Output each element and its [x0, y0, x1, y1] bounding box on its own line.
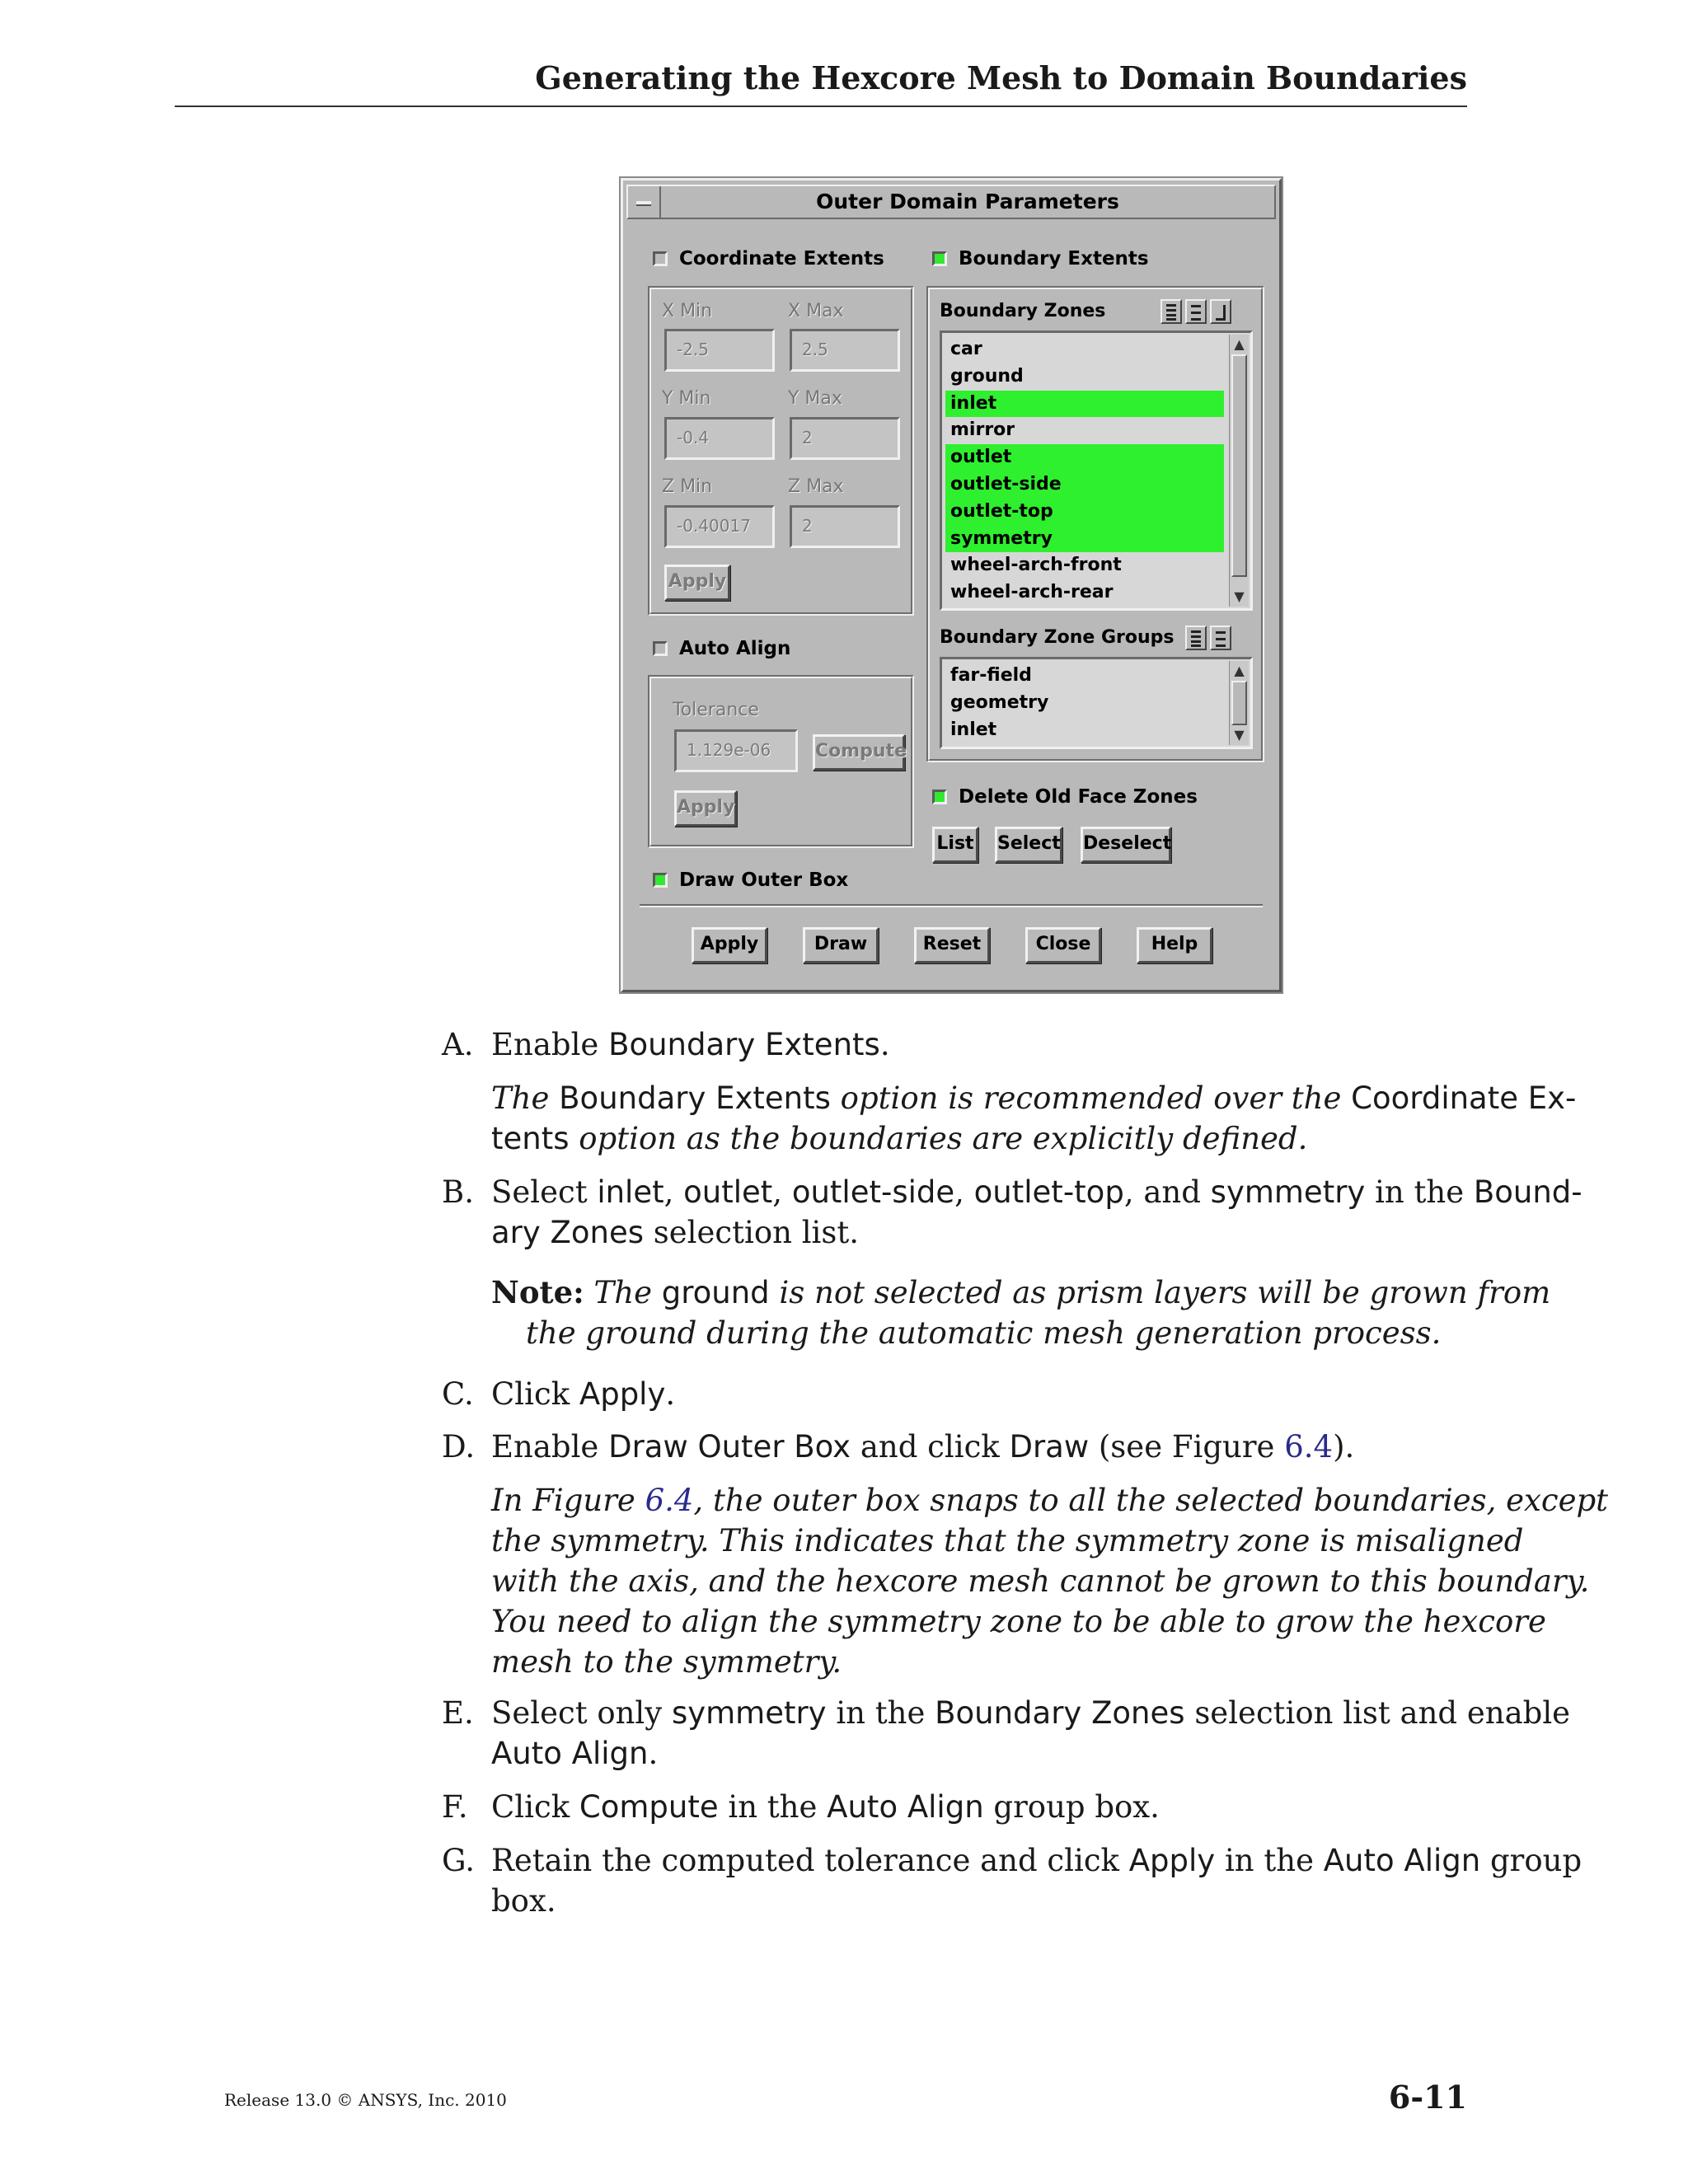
step-e-line2: Auto Align.: [491, 1736, 659, 1771]
select-button[interactable]: Select: [995, 827, 1062, 863]
step-letter: D.: [442, 1429, 476, 1465]
zmax-label: Z Max: [788, 476, 844, 497]
step-c-text: Click Apply.: [491, 1376, 676, 1412]
deselect-all-icon[interactable]: [1185, 299, 1207, 324]
checkbox-box: [932, 251, 947, 266]
step-a-text: Enable Boundary Extents.: [491, 1027, 890, 1062]
boundary-zones-list[interactable]: [940, 330, 1253, 611]
auto-align-label: Auto Align: [679, 638, 791, 659]
select-all-icon[interactable]: [1160, 299, 1182, 324]
tolerance-field[interactable]: 1.129e-06: [674, 729, 798, 772]
step-letter: E.: [442, 1695, 474, 1731]
boundary-zone-groups-label: Boundary Zone Groups: [940, 627, 1175, 648]
boundary-zones-label: Boundary Zones: [940, 301, 1106, 321]
coordinate-extents-checkbox[interactable]: [653, 248, 884, 269]
boundary-zone-groups-scrollbar[interactable]: [1229, 661, 1249, 745]
auto-align-checkbox[interactable]: [653, 638, 790, 659]
step-e-line1: Select only symmetry in the Boundary Zones selection list and enable: [491, 1695, 1571, 1731]
step-f-text: Click Compute in the Auto Align group box.: [491, 1789, 1160, 1825]
boundary-zone-item[interactable]: inlet: [945, 391, 1224, 418]
boundary-zone-item[interactable]: wheel-arch-front: [950, 555, 1122, 576]
close-button[interactable]: Close: [1025, 927, 1101, 963]
step-b-line2: ary Zones selection list.: [491, 1215, 859, 1250]
delete-old-face-zones-label: Delete Old Face Zones: [959, 786, 1198, 808]
header-rule: [175, 105, 1467, 107]
tolerance-label: Tolerance: [673, 700, 759, 720]
step-a-note-line2: tents option as the boundaries are explicitly defined.: [491, 1121, 1308, 1156]
step-b-line1: Select inlet, outlet, outlet-side, outlet-top, and symmetry in the Bound-: [491, 1174, 1582, 1210]
boundary-extents-checkbox[interactable]: [932, 248, 1149, 269]
boundary-zone-item[interactable]: outlet-top: [945, 499, 1224, 526]
checkbox-box: [932, 790, 947, 804]
zmin-field[interactable]: -0.40017: [664, 505, 775, 548]
ymax-field[interactable]: 2: [790, 417, 900, 460]
step-d-note-line1: In Figure 6.4, the outer box snaps to all the selected boundaries, except: [491, 1483, 1609, 1518]
boundary-zone-group-item[interactable]: inlet: [950, 719, 997, 740]
draw-button[interactable]: Draw: [803, 927, 879, 963]
xmax-field[interactable]: 2.5: [790, 329, 900, 372]
step-d-note-line2: the symmetry. This indicates that the symmetry zone is misaligned: [491, 1523, 1524, 1558]
boundary-zone-groups-list[interactable]: [940, 657, 1253, 749]
boundary-extents-label: Boundary Extents: [959, 248, 1149, 269]
boundary-zone-item[interactable]: outlet-side: [945, 471, 1224, 499]
reset-button[interactable]: Reset: [914, 927, 990, 963]
ymax-label: Y Max: [788, 388, 842, 409]
scroll-down-icon[interactable]: ▼: [1234, 588, 1245, 604]
boundary-zone-item[interactable]: outlet: [945, 444, 1224, 471]
checkbox-box: [653, 873, 668, 888]
boundary-zones-group: [926, 286, 1264, 762]
select-all-groups-icon[interactable]: [1185, 626, 1207, 650]
ymin-label: Y Min: [662, 388, 711, 409]
step-letter: C.: [442, 1376, 474, 1412]
compute-button[interactable]: Compute: [813, 734, 905, 771]
page-header-title: Generating the Hexcore Mesh to Domain Boundaries: [535, 59, 1467, 96]
scroll-up-icon[interactable]: ▲: [1234, 336, 1245, 352]
deselect-button[interactable]: Deselect: [1081, 827, 1171, 863]
step-letter: B.: [442, 1174, 474, 1210]
deselect-all-groups-icon[interactable]: [1210, 626, 1231, 650]
scroll-down-icon[interactable]: ▼: [1234, 727, 1245, 743]
footer-copyright: Release 13.0 © ANSYS, Inc. 2010: [224, 2090, 507, 2110]
step-g-line2: box.: [491, 1883, 556, 1919]
step-a-note-line1: The Boundary Extents option is recommended over the Coordinate Ex-: [491, 1080, 1577, 1116]
dialog-separator: [640, 904, 1263, 907]
boundary-zone-group-item[interactable]: far-field: [950, 665, 1032, 686]
boundary-zone-group-item[interactable]: geometry: [950, 691, 1049, 713]
step-d-note-line5: mesh to the symmetry.: [491, 1644, 842, 1680]
scroll-thumb[interactable]: [1231, 681, 1247, 725]
outer-domain-parameters-dialog: [621, 178, 1282, 992]
boundary-zones-scrollbar[interactable]: [1229, 335, 1249, 607]
step-letter: A.: [442, 1027, 474, 1062]
page-number: 6-11: [1388, 2079, 1467, 2116]
checkbox-box: [653, 251, 668, 266]
help-button[interactable]: Help: [1137, 927, 1212, 963]
list-button[interactable]: List: [932, 827, 978, 863]
zmin-label: Z Min: [662, 476, 713, 497]
xmax-label: X Max: [788, 301, 844, 321]
boundary-zone-item[interactable]: wheel-arch-rear: [950, 582, 1114, 603]
step-g-line1: Retain the computed tolerance and click Apply in the Auto Align group: [491, 1843, 1582, 1878]
auto-align-apply-button[interactable]: Apply: [674, 790, 737, 827]
xmin-label: X Min: [662, 301, 713, 321]
scroll-thumb[interactable]: [1231, 354, 1247, 577]
figure-link[interactable]: 6.4: [1284, 1429, 1334, 1465]
step-d-note-line4: You need to align the symmetry zone to be able to grow the hexcore: [491, 1604, 1546, 1639]
extents-apply-button[interactable]: Apply: [664, 565, 730, 601]
scroll-up-icon[interactable]: ▲: [1234, 663, 1245, 678]
apply-button[interactable]: Apply: [692, 927, 767, 963]
coordinate-extents-label: Coordinate Extents: [679, 248, 884, 269]
draw-outer-box-label: Draw Outer Box: [679, 869, 849, 891]
delete-old-face-zones-checkbox[interactable]: [932, 786, 1198, 808]
xmin-field[interactable]: -2.5: [664, 329, 775, 372]
step-d-text: Enable Draw Outer Box and click Draw (see Figure 6.4).: [491, 1429, 1355, 1465]
dialog-title: Outer Domain Parameters: [816, 190, 1119, 213]
step-letter: G.: [442, 1843, 475, 1878]
step-b-note-line2: the ground during the automatic mesh generation process.: [526, 1315, 1442, 1351]
boundary-zone-item[interactable]: car: [950, 339, 982, 359]
zmax-field[interactable]: 2: [790, 505, 900, 548]
coordinate-extents-group: [648, 286, 914, 616]
figure-link[interactable]: 6.4: [645, 1483, 694, 1518]
boundary-zone-item[interactable]: symmetry: [945, 526, 1224, 553]
boundary-zone-item[interactable]: ground: [950, 365, 1024, 387]
boundary-zone-item[interactable]: mirror: [950, 419, 1015, 441]
checkbox-box: [653, 641, 668, 656]
window-menu-icon[interactable]: [628, 186, 661, 218]
filter-list-icon[interactable]: [1210, 299, 1231, 324]
auto-align-group: [648, 675, 914, 848]
ymin-field[interactable]: -0.4: [664, 417, 775, 460]
dialog-titlebar: [626, 185, 1276, 219]
draw-outer-box-checkbox[interactable]: [653, 869, 848, 891]
step-d-note-line3: with the axis, and the hexcore mesh cannot be grown to this boundary.: [491, 1563, 1590, 1599]
step-b-note-line1: Note: The ground is not selected as prism layers will be grown from: [491, 1274, 1551, 1310]
step-letter: F.: [442, 1789, 468, 1825]
